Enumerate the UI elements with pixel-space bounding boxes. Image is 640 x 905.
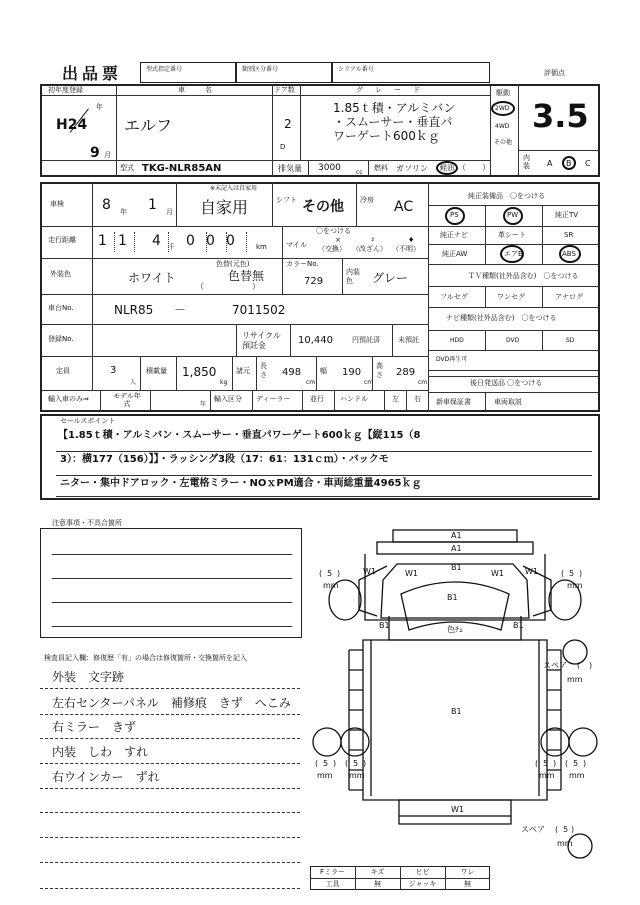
inspector-label: 検査員記入欄：修復歴「有」の場合は修復箇所・交換箇所を記入: [44, 654, 247, 662]
serial-number-label: シリアル番号: [338, 66, 374, 73]
tire-depth-unit: mm: [567, 581, 583, 590]
table-cell: 工具: [325, 880, 340, 888]
interior-grade-c: C: [585, 159, 591, 168]
exterior-color-label: 外装色: [50, 270, 71, 278]
import-type-label: 輸入区分: [214, 395, 242, 403]
equip-ps: PS: [450, 211, 459, 219]
doors-label: ドア数: [274, 86, 295, 94]
inspector-note: 左右センターパネル 補修痕 きず へこみ: [52, 696, 291, 710]
tire-depth-value: 5: [327, 569, 333, 578]
caution-box: [40, 528, 302, 638]
repaint-paren: （ ）: [196, 282, 260, 291]
usage-note: ※未記入は自家用: [210, 185, 258, 192]
tire-depth-unit: mm: [539, 771, 555, 780]
table-header: ヒビ: [415, 868, 430, 876]
dvd-playback: DVD再生可: [436, 356, 468, 363]
chassis-label: 車台No.: [48, 304, 74, 312]
table-header: キズ: [370, 868, 385, 876]
tire-depth-unit: mm: [317, 771, 333, 780]
mileage-digit: 0: [206, 233, 215, 249]
doors-value: 2: [284, 117, 292, 131]
unknown-mark: ♦: [408, 236, 415, 244]
table-header: Fミラー: [319, 868, 346, 876]
capacity-value: 3: [110, 365, 117, 376]
tire-depth-value: 5: [543, 759, 549, 768]
score-label: 評価点: [544, 69, 565, 77]
interior-color-label: 内装色: [346, 268, 360, 285]
tv-analog: アナログ: [555, 293, 583, 301]
paren-open: (: [561, 569, 565, 578]
drive-label: 駆動: [496, 89, 510, 97]
equip-leather: 革シート: [498, 231, 526, 239]
paren-close: ): [583, 759, 587, 768]
tv-type-title: ＴＶ種類(社外品含む) 〇をつける: [468, 272, 579, 280]
b1-left-panel: B1: [379, 621, 390, 630]
displacement-value: 3000: [318, 163, 341, 173]
paren-close: ): [333, 759, 337, 768]
paren-close: ): [553, 759, 557, 768]
tire-depth-unit: mm: [323, 581, 339, 590]
repaint-label: 色替(元色): [216, 260, 250, 268]
a1-front-bumper: A1: [451, 531, 462, 540]
new-car-warranty: 新車保証書: [436, 398, 471, 406]
width-value: 190: [342, 367, 362, 378]
table-cell: 無: [464, 880, 471, 888]
tire-depth-value: 5: [573, 759, 579, 768]
inspector-note: 右ミラー きず: [52, 720, 137, 734]
usage-value: 自家用: [200, 198, 249, 217]
form-number-label: 型式指定番号: [146, 66, 183, 73]
class-number-label: 類別区分番号: [242, 66, 279, 73]
inspection-month-unit: 月: [166, 208, 173, 216]
score-value: 3.5: [532, 97, 589, 135]
paren-close: ): [579, 569, 583, 578]
inspector-note: 内装 しわ すれ: [52, 745, 149, 759]
inspection-label: 車検: [50, 200, 64, 208]
ac-value: AC: [394, 199, 414, 215]
paren-open: (: [577, 661, 581, 670]
b1-hood: B1: [451, 563, 462, 572]
chassis-prefix: NLR85: [114, 303, 154, 317]
drive-2wd: 2WD: [495, 105, 510, 112]
recycle-unpaid: 未預託: [398, 336, 419, 344]
sales-point-line1: 【1.85ｔ積・アルミバン・スムーサー・垂直パワーゲート600ｋｇ【縦115（8: [58, 430, 421, 441]
capacity-label: 定員: [56, 367, 70, 375]
car-name-value: エルフ: [124, 116, 173, 135]
shift-label: シフト: [276, 196, 297, 204]
table-header: ワレ: [460, 868, 475, 876]
thousand-unit: 千: [168, 243, 175, 251]
tire-depth-value: 5: [323, 759, 329, 768]
displacement-label: 排気量: [278, 164, 302, 173]
chassis-number: 7011502: [232, 303, 286, 317]
page-title: 出品票: [62, 64, 123, 83]
equip-abs: ABS: [562, 250, 576, 258]
length-label: 長さ: [260, 362, 267, 379]
grade-line3: ワーゲート600ｋｇ: [333, 129, 440, 143]
navi-dvd: DVD: [506, 337, 520, 344]
door-unit: D: [280, 143, 286, 151]
handle-left: 左: [392, 395, 399, 403]
model-value: TKG-NLR85AN: [142, 163, 222, 174]
fuel-paren: （ ）: [458, 163, 490, 172]
reg-label: 登録No.: [48, 335, 74, 343]
fuel-label: 燃料: [374, 164, 388, 172]
width-unit: cm: [364, 379, 374, 386]
tire-depth-value: 5: [563, 825, 569, 834]
equip-tv: 純正TV: [555, 211, 579, 219]
first-reg-month: 9: [90, 145, 100, 161]
b1-body: B1: [451, 707, 462, 716]
tv-fullseg: フルセグ: [440, 293, 468, 301]
first-reg-label: 初年度登録: [48, 86, 83, 94]
paren-open: (: [319, 569, 323, 578]
equip-airbag: エアB: [504, 250, 523, 258]
equip-navi: 純正ナビ: [440, 231, 468, 239]
exterior-color-value: ホワイト: [128, 271, 176, 285]
color-code-value: 729: [304, 276, 324, 287]
spec-label: 諸元: [236, 367, 250, 375]
height-unit: cm: [418, 379, 428, 386]
b1-right-panel: B1: [513, 621, 524, 630]
mileage-digit: 0: [186, 233, 195, 249]
b1-cab-roof: B1: [447, 593, 458, 602]
navi-hdd: HDD: [450, 337, 464, 344]
length-value: 498: [282, 367, 302, 378]
fuel-diesel: 軽油: [440, 164, 454, 172]
paren-open: (: [565, 759, 569, 768]
first-reg-year: H24: [56, 117, 88, 133]
tamper-option: （改ざん）: [352, 245, 387, 253]
width-label: 幅: [320, 367, 327, 375]
mileage-digit: 1: [98, 233, 107, 249]
mileage-digit: 1: [118, 233, 127, 249]
inspection-year-unit: 年: [120, 208, 127, 216]
unknown-option: （不明）: [392, 245, 420, 253]
mileage-label: 走行距離: [48, 236, 76, 244]
w1-left-front: W1: [363, 567, 376, 576]
height-label: 高さ: [376, 362, 383, 379]
w1-right-front: W1: [525, 567, 538, 576]
interior-color-value: グレー: [372, 271, 409, 285]
caution-label: 注意事項・不具合箇所: [52, 519, 122, 527]
tire-depth-unit: mm: [569, 771, 585, 780]
interior-score-label: 内装: [523, 154, 530, 170]
chassis-dash: －: [174, 303, 187, 317]
mileage-circle-note: 〇をつける: [316, 227, 351, 235]
import-label: 輸入車のみ⇒: [48, 395, 89, 403]
grade-line2: ・スムーサー・垂直パ: [333, 115, 453, 129]
handle-label: ハンドル: [340, 395, 368, 403]
tire-depth-unit: mm: [349, 771, 365, 780]
inspector-note: 外装 文字跡: [52, 670, 125, 684]
model-year-label: モデル年式: [113, 392, 141, 408]
km-unit: km: [256, 243, 267, 251]
import-dealer: ディーラー: [256, 395, 291, 403]
tamper-mark: ♯: [371, 236, 375, 244]
year-unit: 年: [96, 103, 103, 111]
drive-4wd: 4WD: [495, 123, 510, 130]
paren-open: (: [535, 759, 539, 768]
import-parallel: 並行: [310, 395, 324, 403]
mileage-digits: [94, 230, 278, 254]
w1-rear-gate: W1: [451, 805, 464, 814]
car-name-label: 車名: [178, 86, 232, 94]
grade-line1: 1.85ｔ積・アルミバン: [333, 101, 456, 115]
table-cell: 無: [374, 880, 381, 888]
inspection-year: 8: [102, 197, 111, 213]
load-unit: kg: [220, 379, 228, 386]
fuel-gasoline: ガソリン: [396, 164, 428, 173]
cc-unit: cc: [356, 169, 363, 176]
color-code-label: カラーNo.: [286, 260, 319, 268]
equip-aw: 純正AW: [442, 250, 468, 258]
paren-open: (: [315, 759, 319, 768]
length-unit: cm: [306, 379, 316, 386]
navi-sd: SD: [566, 337, 575, 344]
sales-point-line2: 3）：横177（156）】】・ラッシング3段（17：61：131ｃｍ）・バックモ: [60, 454, 389, 465]
aftermarket-title: 後日発送品 〇をつける: [470, 379, 543, 387]
paren-open: (: [555, 825, 559, 834]
w1-left-door: W1: [405, 569, 418, 578]
capacity-unit: 人: [130, 379, 137, 386]
spare-label: スペア: [521, 825, 545, 834]
color-check-note: 色ﾁｪ: [447, 625, 463, 634]
interior-grade-b: B: [566, 159, 572, 168]
tv-oneseg: ワンセグ: [497, 293, 525, 301]
tire-depth-value: 5: [353, 759, 359, 768]
navi-type-title: ナビ種類(社外品含む) 〇をつける: [446, 314, 557, 322]
truck-damage-diagram: [305, 520, 605, 880]
inspection-month: 1: [148, 197, 157, 213]
equip-sr: SR: [564, 231, 574, 239]
paren-close: ): [571, 825, 575, 834]
load-value: 1,850: [182, 365, 217, 379]
load-label: 積載量: [146, 367, 167, 375]
model-year-unit: 年: [200, 401, 207, 408]
sales-point-label: セールスポイント: [60, 417, 116, 425]
paren-close: ): [363, 759, 367, 768]
table-cell: ジャッキ: [408, 880, 437, 888]
recycle-value: 10,440: [298, 335, 333, 346]
inspector-note: 右ウインカー ずれ: [52, 770, 160, 784]
model-label: 型式: [120, 164, 134, 172]
drive-other: その他: [494, 139, 513, 146]
exchange-mark: ×: [335, 236, 341, 244]
grade-label: グレード: [356, 86, 432, 94]
spare-unit: mm: [567, 675, 583, 684]
equip-title: 純正装備品 〇をつける: [468, 192, 545, 200]
sales-point-line3: ニター・集中ドアロック・左電格ミラー・NOｘPM適合・車両総重量4965ｋｇ: [60, 478, 422, 489]
equip-pw: PW: [507, 211, 519, 219]
mileage-digit: 0: [226, 233, 235, 249]
shift-value: その他: [302, 199, 344, 215]
month-unit: 月: [104, 151, 111, 159]
tire-depth-value: 5: [569, 569, 575, 578]
handle-right: 右: [414, 395, 421, 403]
mileage-digit: 4: [152, 233, 161, 249]
recycle-unit: 円預託済: [352, 336, 380, 344]
vehicle-manual: 車両取説: [494, 398, 522, 406]
ac-label: 冷房: [360, 196, 374, 204]
exchange-option: （交換）: [318, 245, 346, 253]
paren-close: ): [337, 569, 341, 578]
repaint-value: 色替無: [228, 269, 265, 283]
a1-front-panel: A1: [451, 544, 462, 553]
paren-open: (: [345, 759, 349, 768]
paren-close: ): [589, 661, 593, 670]
w1-right-door: W1: [491, 569, 504, 578]
mile-option: マイル: [286, 241, 307, 249]
interior-grade-a: A: [547, 159, 553, 168]
height-value: 289: [396, 367, 416, 378]
recycle-label: リサイクル預託金: [242, 331, 281, 350]
spare-label: スペア: [543, 661, 567, 670]
spare-unit: mm: [557, 839, 573, 848]
